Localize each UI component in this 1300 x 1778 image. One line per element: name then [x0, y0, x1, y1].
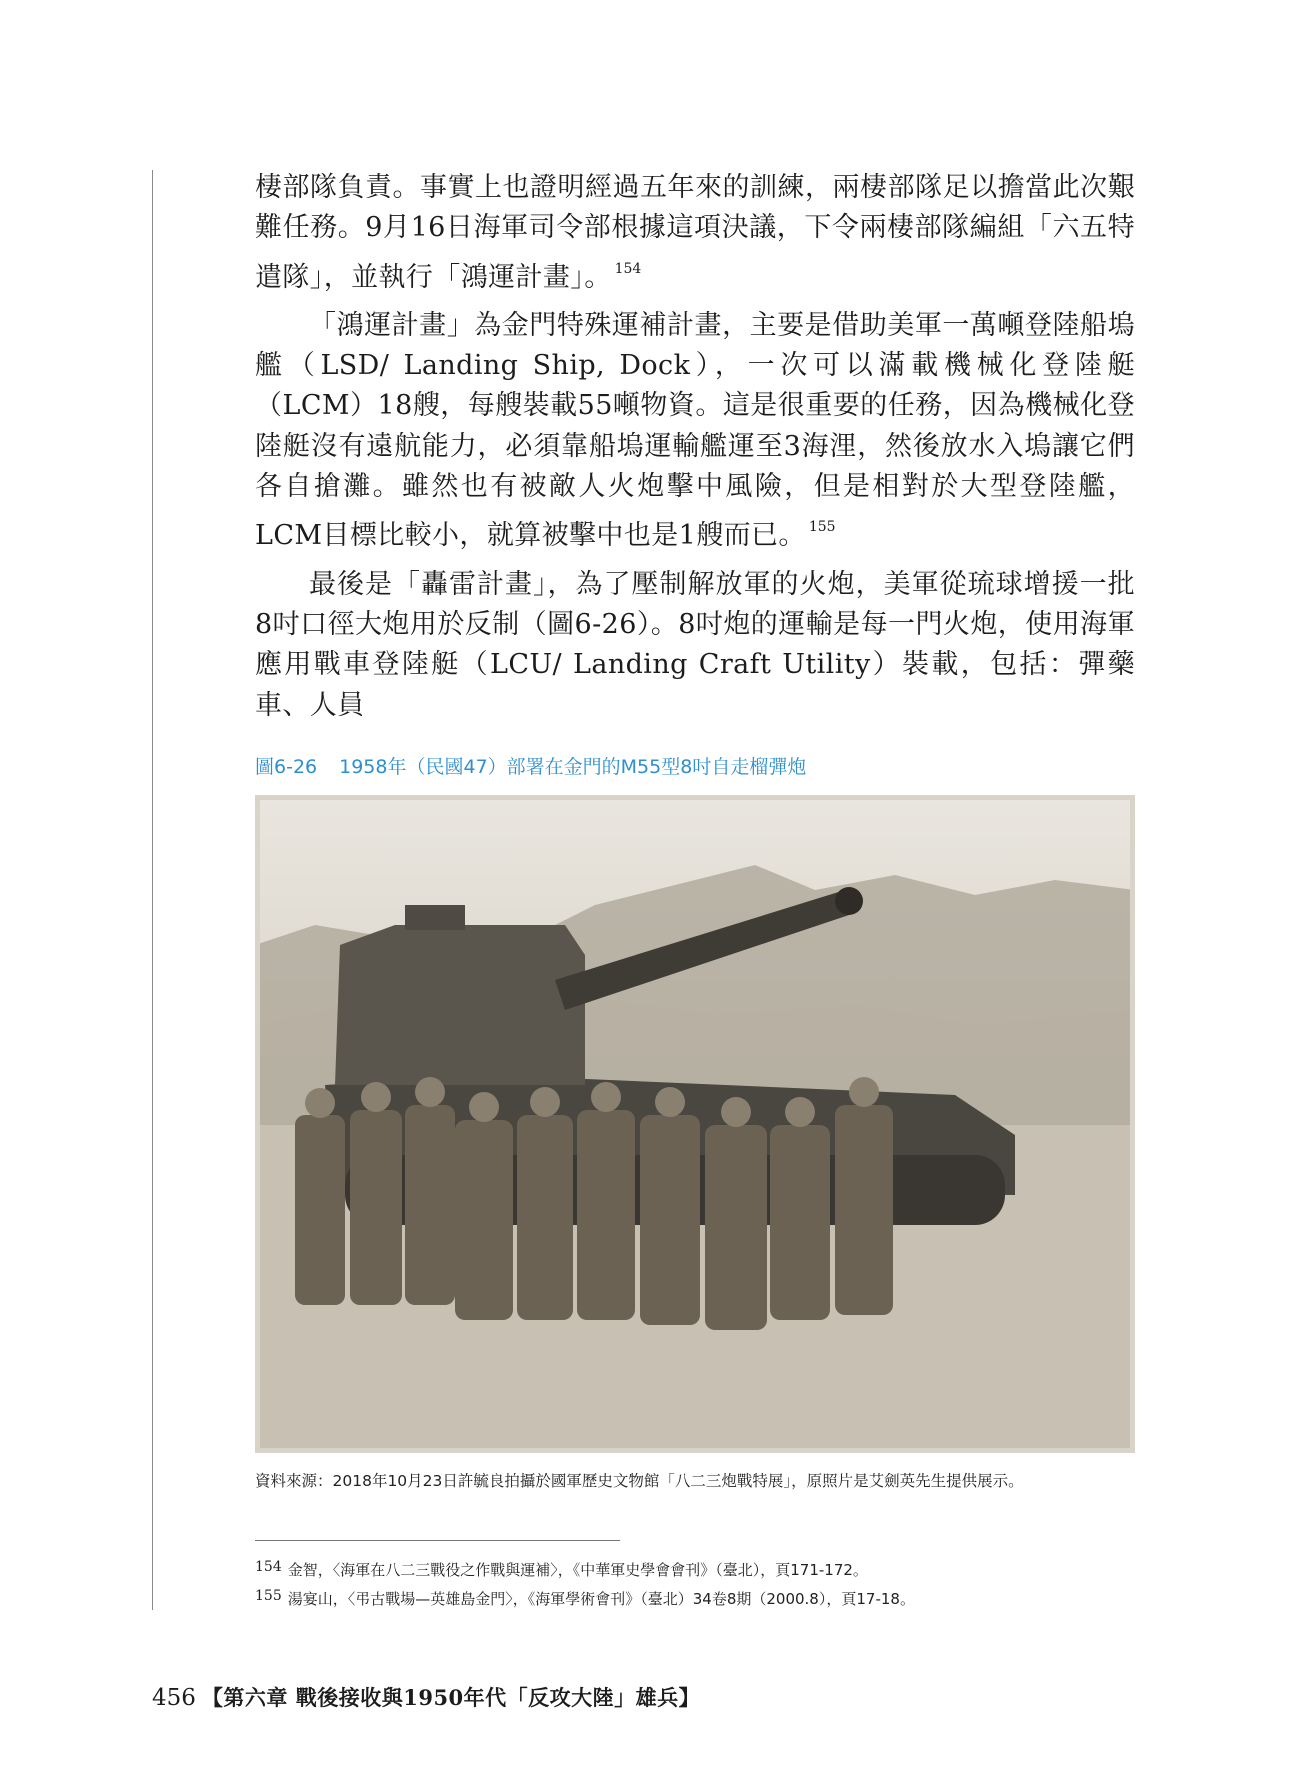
paragraph-3: 最後是「轟雷計畫」，為了壓制解放軍的火炮，美軍從琉球增援一批8吋口徑大炮用於反制（圖6-26）。8吋炮的運輸是每一門火炮，使用海軍應用戰車登陸艇（LCU/ Landing Craft Utility）裝載，包括：彈藥車、人員: [255, 568, 1135, 721]
paragraph-2: 「鴻運計畫」為金門特殊運補計畫，主要是借助美軍一萬噸登陸船塢艦（LSD/ Landing Ship, Dock），一次可以滿載機械化登陸艇（LCM）18艘，每艘裝載55噸物資。這是很重要的任務，因為機械化登陸艇沒有遠航能力，必須靠船塢運輸艦運至3海浬，然後放水入塢讓它們各自搶灘。雖然也有被敵人火炮擊中風險，但是相對於大型登陸艦，LCM目標比較小，就算被擊中也是1艘而已。 $^{155}$: [255, 309, 1135, 552]
figure-number: 圖6-26: [255, 756, 318, 778]
figure-photo: [255, 795, 1135, 1453]
figure-source: 資料來源：2018年10月23日許毓良拍攝於國軍歷史文物館「八二三炮戰特展」，原照片是艾劍英先生提供展示。: [255, 1472, 1024, 1490]
margin-rule: [152, 170, 153, 1610]
footnote-text: 金智，〈海軍在八二三戰役之作戰與運補〉，《中華軍史學會會刊》（臺北），頁171-172。: [287, 1561, 868, 1579]
photo-illustration: [255, 795, 1135, 1453]
footnote-number: 154: [255, 1559, 282, 1575]
footnote-154: [255, 1554, 1155, 1583]
footnote-ref-154[interactable]: 154: [614, 260, 642, 277]
footnote-ref-155[interactable]: 155: [808, 519, 836, 536]
footnote-155: [255, 1583, 1155, 1612]
page-number: 456: [152, 1685, 196, 1711]
footnotes: [255, 1554, 1155, 1612]
figure-caption: [255, 752, 1135, 779]
page-footer: [152, 1682, 1052, 1712]
figure-title: 1958年（民國47）部署在金門的M55型8吋自走榴彈炮: [339, 756, 807, 778]
body-text: [255, 168, 1135, 734]
footnote-text: 湯宴山，〈弔古戰場—英雄島金門〉，《海軍學術會刊》（臺北）34卷8期（2000.8），頁17-18。: [287, 1590, 915, 1608]
footnote-number: 155: [255, 1588, 282, 1604]
footnote-separator: [255, 1540, 620, 1541]
running-title: 【第六章 戰後接收與1950年代「反攻大陸」雄兵】: [201, 1685, 701, 1710]
paragraph-1: 棲部隊負責。事實上也證明經過五年來的訓練，兩棲部隊足以擔當此次艱難任務。9月16日海軍司令部根據這項決議，下令兩棲部隊編組「六五特遣隊」，並執行「鴻運計畫」。 $^{154}$: [255, 172, 1135, 293]
